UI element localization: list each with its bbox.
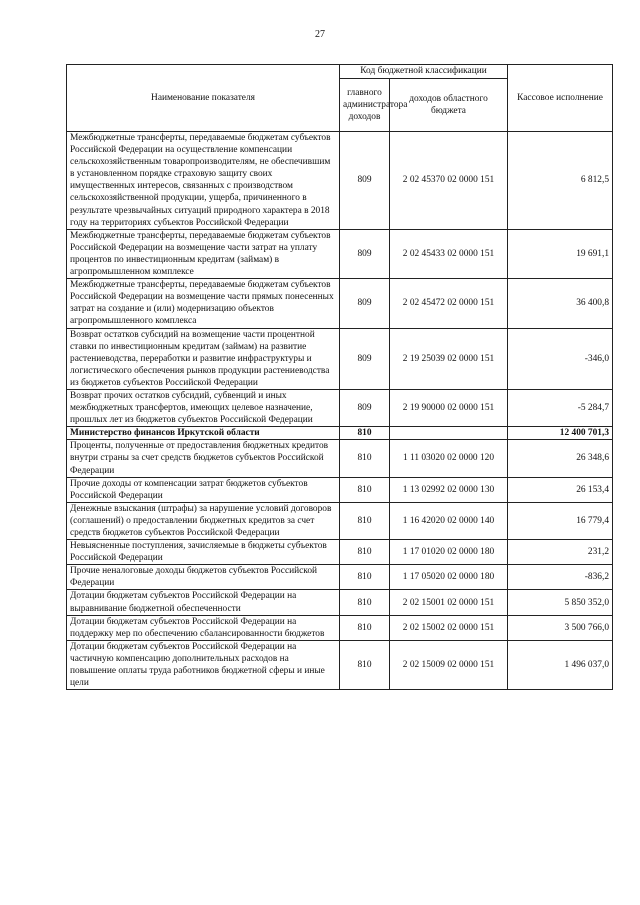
row-revenue-code-cell: 2 02 15002 02 0000 151 (390, 615, 508, 640)
table-row (67, 279, 613, 328)
row-name-cell: Возврат остатков субсидий на возмещение части процентной ставки по инвестиционным кредитам (займам) на развитие растениеводства, переработки и развитие инфраструктуры и логистического обеспечения рынков продукции растениеводства из бюджетов субъектов Российской Федерации (67, 328, 340, 389)
row-amount-cell: 12 400 701,3 (508, 427, 613, 440)
row-amount-cell: 6 812,5 (508, 132, 613, 230)
table-row (67, 565, 613, 590)
header-admin-column: главного администратора доходов (340, 79, 390, 132)
row-admin-code-cell: 810 (340, 477, 390, 502)
row-amount-cell: 26 153,4 (508, 477, 613, 502)
row-name-cell: Прочие неналоговые доходы бюджетов субъектов Российской Федерации (67, 565, 340, 590)
budget-revenue-table (66, 64, 613, 690)
row-name-cell: Министерство финансов Иркутской области (67, 427, 340, 440)
row-admin-code-cell: 809 (340, 389, 390, 426)
row-amount-cell: 26 348,6 (508, 440, 613, 477)
row-amount-cell: 16 779,4 (508, 502, 613, 539)
page-number: 27 (315, 29, 325, 40)
row-revenue-code-cell: 2 19 25039 02 0000 151 (390, 328, 508, 389)
row-amount-cell: 3 500 766,0 (508, 615, 613, 640)
row-revenue-code-cell (390, 427, 508, 440)
table-row (67, 590, 613, 615)
row-admin-code-cell: 810 (340, 540, 390, 565)
table-row (67, 477, 613, 502)
row-name-cell: Возврат прочих остатков субсидий, субвенций и иных межбюджетных трансфертов, имеющих целевое назначение, прошлых лет из бюджетов субъектов Российской Федерации (67, 389, 340, 426)
table-row (67, 389, 613, 426)
table-body (67, 132, 613, 690)
row-revenue-code-cell: 1 11 03020 02 0000 120 (390, 440, 508, 477)
row-amount-cell: 19 691,1 (508, 229, 613, 278)
row-amount-cell: 231,2 (508, 540, 613, 565)
row-name-cell: Межбюджетные трансферты, передаваемые бюджетам субъектов Российской Федерации на осуществление компенсации сельскохозяйственным товаропроизводителям, не обеспечившим в установленном порядке страховую защиту своих имущественных интересов, связанных с производством сельскохозяйственной продукции, ущерба, причиненного в результате чрезвычайных ситуаций природного характера в 2018 году на территориях субъектов Российской Федерации (67, 132, 340, 230)
row-admin-code-cell: 810 (340, 502, 390, 539)
row-name-cell: Межбюджетные трансферты, передаваемые бюджетам субъектов Российской Федерации на возмещение части затрат на уплату процентов по инвестиционным кредитам (займам) в агропромышленном комплексе (67, 229, 340, 278)
row-name-cell: Прочие доходы от компенсации затрат бюджетов субъектов Российской Федерации (67, 477, 340, 502)
row-amount-cell: -5 284,7 (508, 389, 613, 426)
header-name-column: Наименование показателя (67, 65, 340, 132)
header-revenue-code-column: доходов областного бюджета (390, 79, 508, 132)
row-revenue-code-cell: 1 17 05020 02 0000 180 (390, 565, 508, 590)
table-row (67, 328, 613, 389)
row-admin-code-cell: 809 (340, 328, 390, 389)
row-revenue-code-cell: 2 02 45472 02 0000 151 (390, 279, 508, 328)
row-revenue-code-cell: 2 02 15001 02 0000 151 (390, 590, 508, 615)
row-admin-code-cell: 809 (340, 229, 390, 278)
row-amount-cell: -346,0 (508, 328, 613, 389)
row-amount-cell: 36 400,8 (508, 279, 613, 328)
table-row (67, 540, 613, 565)
row-name-cell: Межбюджетные трансферты, передаваемые бюджетам субъектов Российской Федерации на возмещение части прямых понесенных затрат на создание и (или) модернизацию объектов агропромышленного комплекса (67, 279, 340, 328)
table-row (67, 640, 613, 689)
row-name-cell: Денежные взыскания (штрафы) за нарушение условий договоров (соглашений) о предоставлении бюджетных кредитов за счет средств бюджетов субъектов Российской Федерации (67, 502, 340, 539)
row-amount-cell: 5 850 352,0 (508, 590, 613, 615)
row-revenue-code-cell: 1 13 02992 02 0000 130 (390, 477, 508, 502)
row-name-cell: Дотации бюджетам субъектов Российской Федерации на частичную компенсацию дополнительных расходов на повышение оплаты труда работников бюджетной сферы и иные цели (67, 640, 340, 689)
row-revenue-code-cell: 1 16 42020 02 0000 140 (390, 502, 508, 539)
row-admin-code-cell: 809 (340, 279, 390, 328)
row-name-cell: Дотации бюджетам субъектов Российской Федерации на поддержку мер по обеспечению сбалансированности бюджетов (67, 615, 340, 640)
row-revenue-code-cell: 2 19 90000 02 0000 151 (390, 389, 508, 426)
row-admin-code-cell: 810 (340, 590, 390, 615)
row-admin-code-cell: 810 (340, 427, 390, 440)
row-name-cell: Дотации бюджетам субъектов Российской Федерации на выравнивание бюджетной обеспеченности (67, 590, 340, 615)
row-amount-cell: 1 496 037,0 (508, 640, 613, 689)
row-amount-cell: -836,2 (508, 565, 613, 590)
table-row (67, 440, 613, 477)
row-revenue-code-cell: 1 17 01020 02 0000 180 (390, 540, 508, 565)
table-row (67, 502, 613, 539)
row-admin-code-cell: 810 (340, 440, 390, 477)
table-row (67, 615, 613, 640)
row-name-cell: Проценты, полученные от предоставления бюджетных кредитов внутри страны за счет средств бюджетов субъектов Российской Федерации (67, 440, 340, 477)
row-revenue-code-cell: 2 02 45370 02 0000 151 (390, 132, 508, 230)
row-revenue-code-cell: 2 02 15009 02 0000 151 (390, 640, 508, 689)
row-admin-code-cell: 810 (340, 640, 390, 689)
row-admin-code-cell: 809 (340, 132, 390, 230)
header-amount-column: Кассовое исполнение (508, 65, 613, 132)
row-name-cell: Невыясненные поступления, зачисляемые в бюджеты субъектов Российской Федерации (67, 540, 340, 565)
row-revenue-code-cell: 2 02 45433 02 0000 151 (390, 229, 508, 278)
table-row (67, 229, 613, 278)
row-admin-code-cell: 810 (340, 615, 390, 640)
table-row (67, 132, 613, 230)
row-admin-code-cell: 810 (340, 565, 390, 590)
header-code-group: Код бюджетной классификации (340, 65, 508, 79)
table-row (67, 427, 613, 440)
